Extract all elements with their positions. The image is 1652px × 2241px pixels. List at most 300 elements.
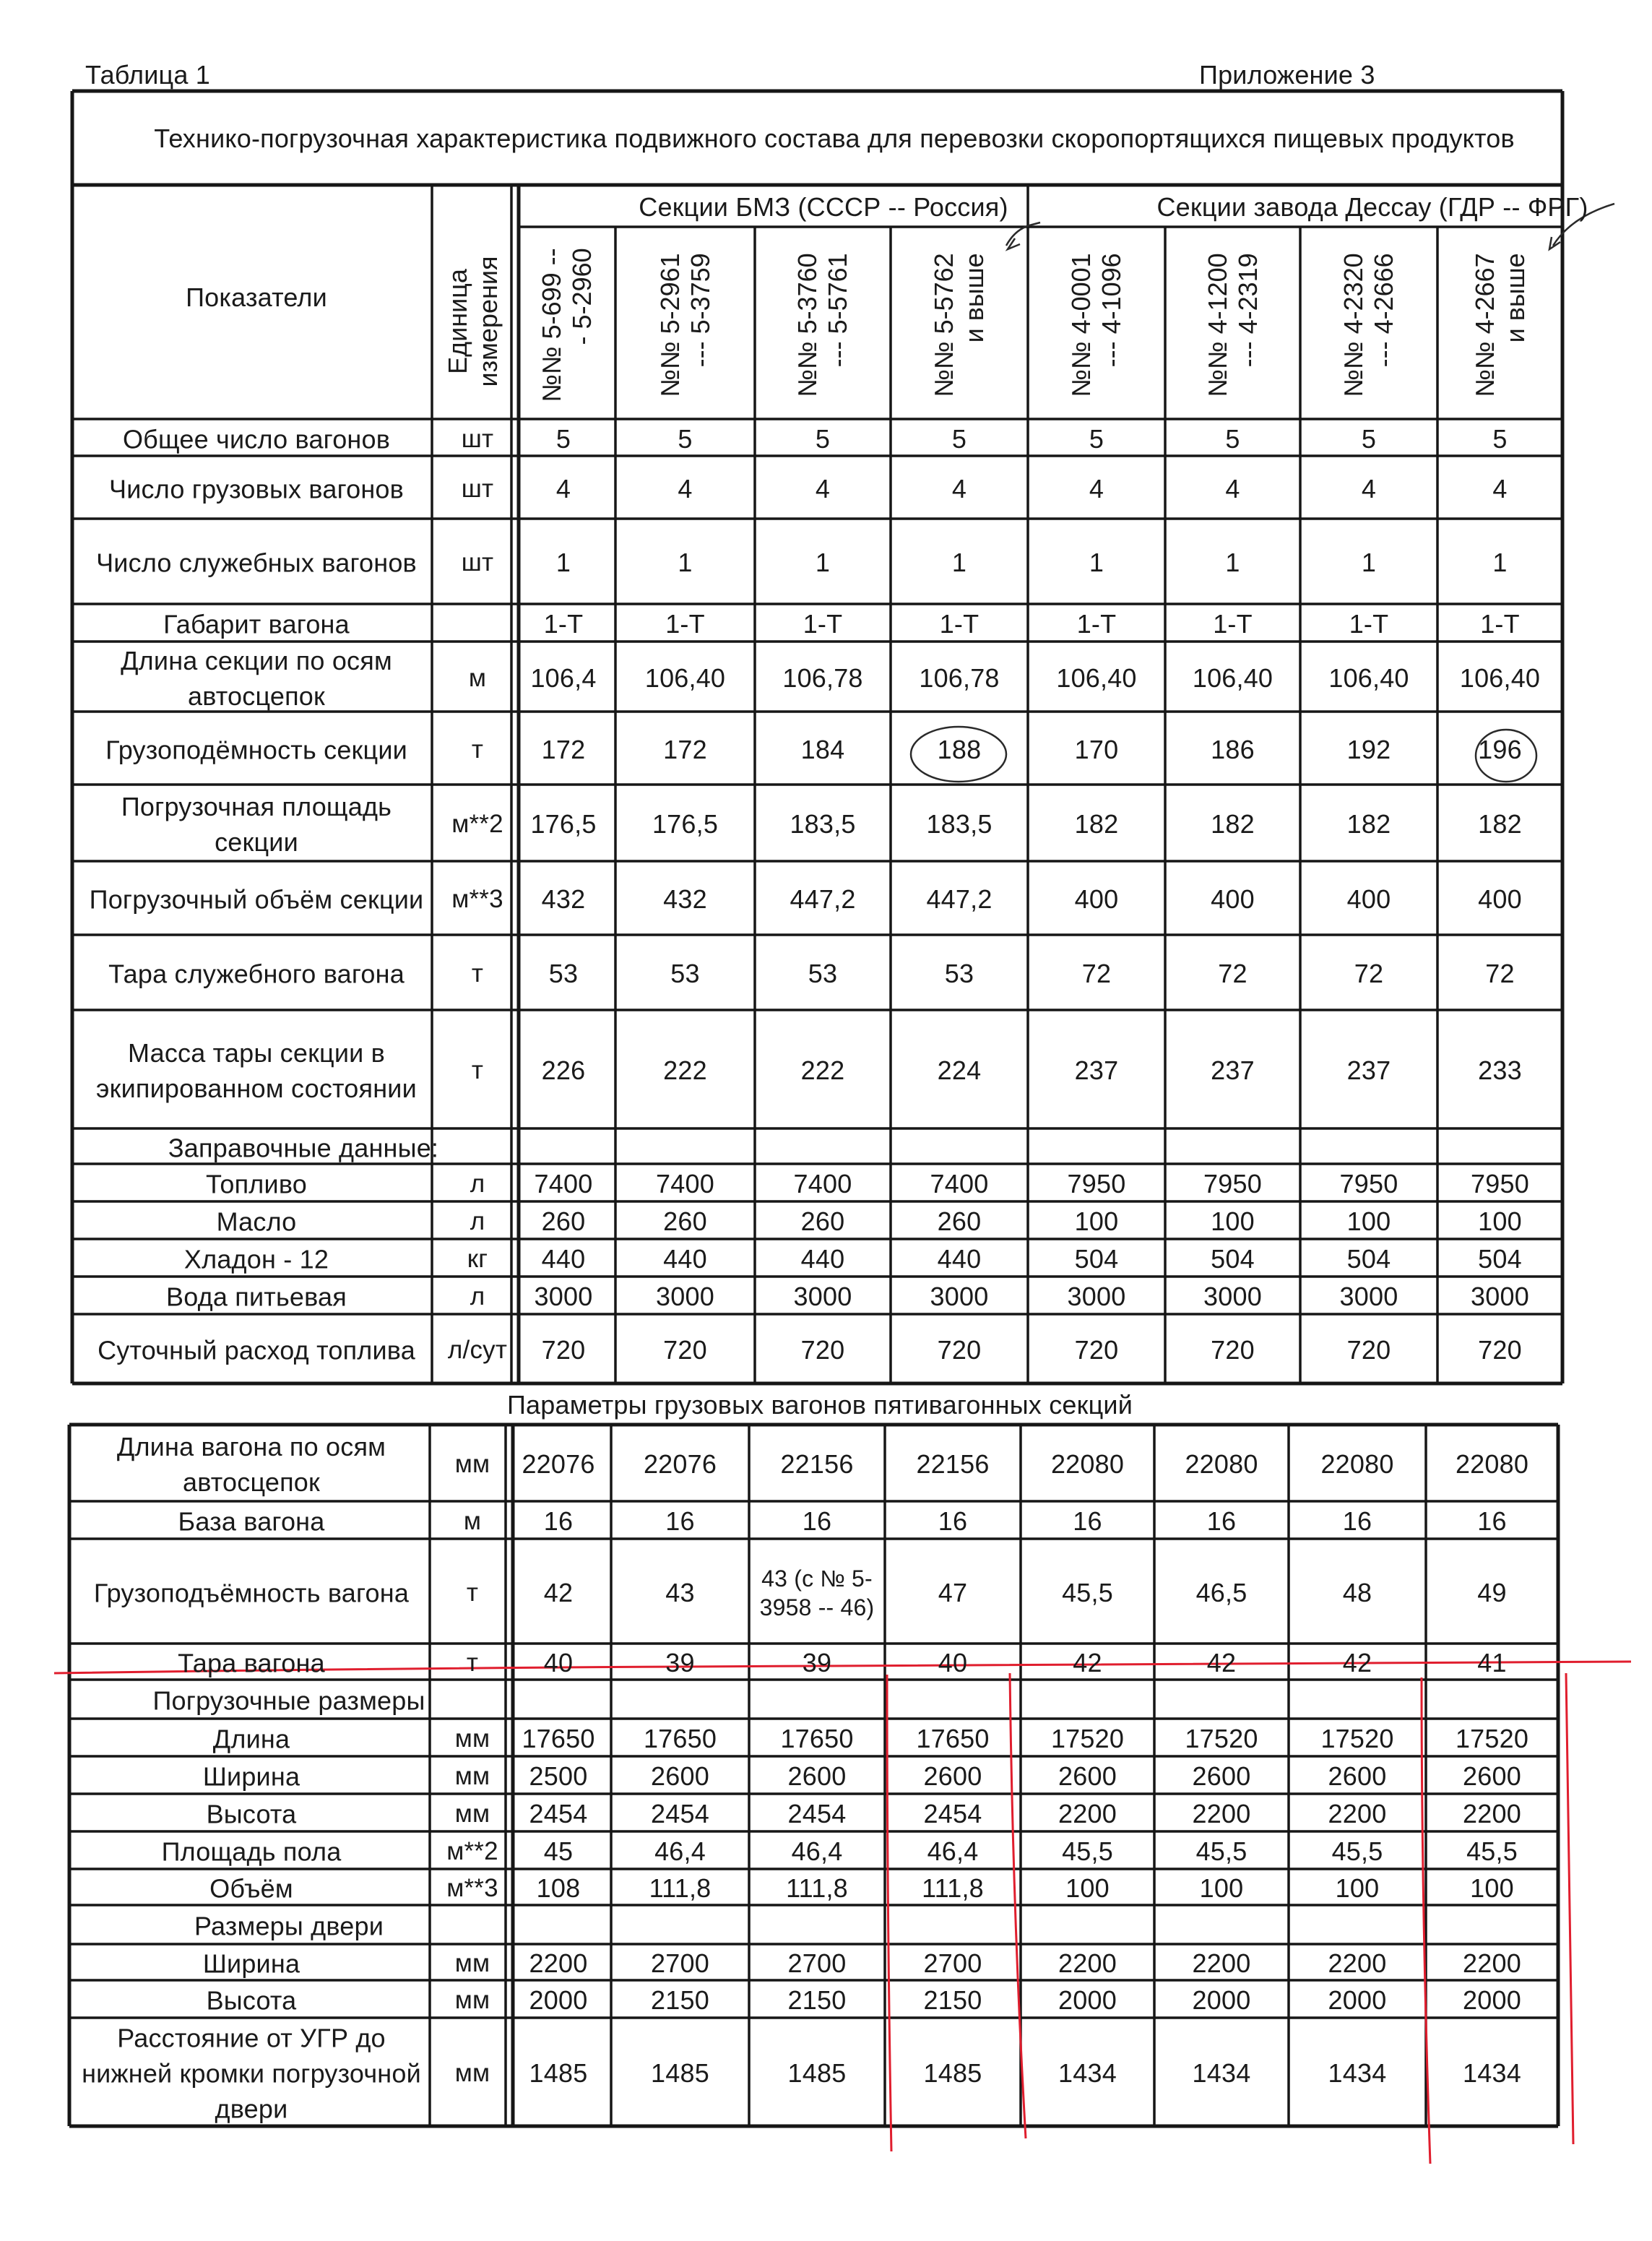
row-label: Грузоподёмность секции [105, 735, 407, 764]
row-unit: л [470, 1207, 485, 1235]
cell-value: 176,5 [530, 809, 597, 839]
cell-value: 432 [541, 884, 586, 914]
cell-value: 7950 [1203, 1169, 1262, 1199]
cell-value: 1 [1225, 548, 1240, 577]
cell-value: 1-Т [1076, 609, 1117, 639]
row-unit: шт [461, 474, 494, 503]
cell-value: 3000 [1471, 1282, 1529, 1311]
column-header [1339, 253, 1399, 397]
row-unit: т [471, 959, 484, 988]
cell-value: 432 [663, 884, 707, 914]
cell-value: 3000 [656, 1282, 714, 1311]
cell-value: 2000 [1192, 1985, 1251, 2015]
cell-value: 42 [1206, 1648, 1237, 1677]
row-unit: м**2 [446, 1837, 498, 1865]
row-unit: мм [454, 1800, 490, 1828]
row-unit: м [463, 1507, 482, 1535]
cell-value: 188 [937, 734, 982, 764]
header-unit: Единица измерения [443, 256, 503, 387]
cell-value: 22080 [1050, 1449, 1125, 1479]
cell-value: 1485 [923, 2058, 982, 2088]
cell-value: 222 [800, 1055, 845, 1085]
cell-value: 16 [1477, 1506, 1507, 1536]
cell-value: 100 [1478, 1206, 1522, 1236]
cell-value: 504 [1478, 1244, 1522, 1274]
cell-value: 72 [1485, 959, 1515, 988]
cell-value: 2454 [787, 1799, 847, 1828]
cell-value: 2700 [787, 1948, 847, 1978]
cell-value: 5 [1089, 423, 1104, 454]
column-header-line: №№ 5-5762 [929, 253, 959, 397]
row-label: Объём [209, 1873, 293, 1904]
cell-value: 1 [678, 548, 693, 577]
cell-value: 1-Т [665, 609, 705, 639]
column-header [929, 253, 990, 397]
cell-value: 111,8 [649, 1873, 712, 1903]
cell-value: 16 [543, 1506, 574, 1536]
cell-value: 222 [663, 1055, 707, 1085]
red-pen-line [887, 1675, 891, 2151]
cell-value: 17650 [916, 1724, 990, 1753]
cell-value: 22080 [1455, 1449, 1529, 1479]
cell-value: 42 [1073, 1648, 1102, 1677]
cell-value: 260 [800, 1206, 845, 1236]
row-label: Габарит вагона [163, 609, 350, 639]
cell-value: 400 [1346, 884, 1391, 914]
subtitle: Параметры грузовых вагонов пятивагонных секций [506, 1390, 1133, 1420]
cell-value: 16 [1206, 1506, 1237, 1536]
row-label: Площадь пола [161, 1836, 342, 1867]
row-unit: м**2 [451, 810, 503, 838]
row-label: Длина вагона по осям автосцепок [116, 1432, 386, 1497]
cell-value: 260 [541, 1206, 586, 1236]
cell-value: 5 [678, 423, 693, 454]
cell-value: 1-Т [1213, 609, 1253, 639]
cell-value: 106,40 [1056, 662, 1137, 693]
column-header-line: и выше [959, 253, 989, 343]
cell-value: 17520 [1185, 1724, 1258, 1753]
cell-value: 22076 [522, 1449, 595, 1479]
cell-value: 39 [802, 1648, 832, 1677]
cell-value: 260 [663, 1206, 707, 1236]
cell-value: 2150 [923, 1985, 982, 2015]
cell-value: 2150 [787, 1985, 847, 2015]
cell-value: 100 [1074, 1206, 1119, 1236]
cell-value: 41 [1477, 1648, 1507, 1677]
cell-value: 2700 [923, 1948, 982, 1978]
cell-value: 48 [1342, 1577, 1372, 1607]
cell-value: 4 [1225, 473, 1240, 504]
row-label: Погрузочные размеры [152, 1685, 425, 1716]
cell-value: 2000 [529, 1985, 588, 2015]
cell-value: 226 [541, 1055, 586, 1085]
row-unit: мм [454, 1724, 490, 1753]
row-label: Заправочные данные: [168, 1133, 439, 1162]
cell-value: 4 [678, 473, 693, 504]
row-label: Общее число вагонов [122, 424, 391, 454]
row-label: Погрузочная площадь секции [121, 792, 392, 857]
header-group-dessau: Секции завода Дессау (ГДР -- ФРГ) [1156, 192, 1588, 222]
cell-value: 1 [815, 548, 831, 577]
row-unit: кг [467, 1245, 488, 1273]
cell-value: 106,4 [530, 662, 597, 693]
cell-value: 172 [541, 734, 586, 764]
cell-value: 2454 [529, 1799, 588, 1828]
row-label: Грузоподъёмность вагона [93, 1578, 410, 1607]
cell-value: 106,78 [919, 662, 1000, 693]
cell-value: 182 [1478, 809, 1522, 839]
cell-value: 7400 [793, 1169, 852, 1199]
cell-value: 2600 [1328, 1761, 1387, 1791]
cell-value: 7400 [930, 1169, 989, 1199]
cell-value: 1485 [787, 2058, 847, 2088]
cell-value: 7950 [1339, 1169, 1398, 1199]
cell-value: 1 [1361, 548, 1377, 577]
cell-value: 1485 [529, 2058, 588, 2088]
cell-value: 111,8 [786, 1873, 848, 1903]
cell-value: 17650 [643, 1724, 717, 1753]
cell-value: 106,40 [1192, 662, 1273, 693]
cell-value: 16 [1073, 1506, 1102, 1536]
row-label: Высота [206, 1985, 297, 2016]
cell-value: 5 [815, 423, 831, 454]
cell-value: 447,2 [926, 884, 993, 914]
cell-value: 5 [951, 423, 967, 454]
cell-value: 16 [938, 1506, 968, 1536]
column-header-line: №№ 5-699 -- [537, 248, 566, 402]
cell-value: 4 [1361, 473, 1377, 504]
cell-value: 2600 [923, 1761, 982, 1791]
cell-value: 100 [1335, 1873, 1380, 1903]
column-header-line: №№ 4-2320 [1339, 253, 1368, 397]
cell-value: 2500 [529, 1761, 588, 1791]
cell-value: 108 [536, 1873, 581, 1903]
cell-value: 2000 [1328, 1985, 1387, 2015]
column-header [1470, 253, 1531, 397]
cell-value: 224 [937, 1055, 982, 1085]
cell-value: 720 [1211, 1335, 1255, 1365]
row-label: Высота [206, 1799, 297, 1829]
row-label: Тара служебного вагона [108, 959, 405, 989]
cell-value: 2600 [1192, 1761, 1251, 1791]
row-label: Тара вагона [178, 1648, 325, 1678]
row-label: База вагона [178, 1506, 325, 1537]
cell-value: 183,5 [926, 809, 993, 839]
cell-value: 3000 [534, 1282, 593, 1311]
cell-value: 504 [1074, 1244, 1119, 1274]
cell-value: 2600 [787, 1761, 847, 1791]
cell-value: 1434 [1328, 2058, 1387, 2088]
cell-value: 440 [663, 1244, 707, 1274]
cell-value: 46,4 [654, 1836, 706, 1866]
cell-value: 100 [1065, 1873, 1110, 1903]
cell-value: 1-Т [939, 609, 979, 639]
row-label: Топливо [206, 1169, 307, 1199]
cell-value: 1-Т [1480, 609, 1520, 639]
cell-value: 720 [937, 1335, 982, 1365]
cell-value: 3000 [1203, 1282, 1262, 1311]
cell-value: 40 [543, 1648, 574, 1677]
row-label: Ширина [202, 1948, 300, 1979]
cell-value: 4 [815, 473, 831, 504]
cell-value: 2150 [651, 1985, 709, 2015]
cell-value: 2454 [923, 1799, 982, 1828]
cell-value: 22080 [1320, 1449, 1394, 1479]
column-header-line: №№ 5-2961 [654, 253, 685, 397]
cell-value: 22156 [780, 1449, 854, 1479]
cell-value: 42 [543, 1577, 574, 1607]
cell-value: 1-Т [1349, 609, 1389, 639]
cell-value: 72 [1354, 959, 1384, 988]
row-label: Суточный расход топлива [98, 1335, 415, 1365]
cell-value: 2200 [1192, 1799, 1251, 1828]
appendix-label: Приложение 3 [1199, 60, 1375, 90]
cell-value: 184 [800, 734, 845, 764]
cell-value: 22080 [1185, 1449, 1258, 1479]
cell-value: 49 [1477, 1577, 1507, 1607]
row-unit: м**3 [446, 1874, 498, 1902]
cell-value: 1-Т [803, 609, 843, 639]
cell-value: 504 [1346, 1244, 1391, 1274]
row-unit: шт [461, 548, 494, 577]
cell-value: 53 [548, 959, 579, 988]
cell-value: 504 [1211, 1244, 1255, 1274]
cell-value: 106,40 [1459, 662, 1541, 693]
row-label: Число грузовых вагонов [109, 474, 404, 504]
row-unit: л/сут [447, 1336, 508, 1364]
cell-value: 2200 [1463, 1799, 1521, 1828]
cell-value: 170 [1074, 734, 1119, 764]
cell-value: 47 [938, 1577, 968, 1607]
cell-value: 720 [663, 1335, 707, 1365]
cell-value: 1 [1492, 548, 1508, 577]
cell-value: 43 (с № 5-3958 -- 46) [759, 1565, 875, 1620]
cell-value: 53 [944, 959, 974, 988]
cell-value: 4 [951, 473, 967, 504]
row-label: Расстояние от УГР до нижней кромки погрузочной двери [82, 2023, 421, 2124]
cell-value: 720 [1074, 1335, 1119, 1365]
row-label: Длина секции по осям автосцепок [121, 645, 392, 711]
column-header [655, 253, 716, 397]
cell-value: 192 [1346, 734, 1391, 764]
cell-value: 46,4 [927, 1836, 979, 1866]
cell-value: 2000 [1463, 1985, 1521, 2015]
cell-value: 2200 [1058, 1799, 1117, 1828]
cell-value: 2200 [1463, 1948, 1521, 1978]
row-unit: м [468, 663, 487, 692]
row-unit: л [470, 1170, 485, 1198]
cell-value: 440 [937, 1244, 982, 1274]
row-unit: мм [454, 1762, 490, 1790]
cell-value: 16 [1342, 1506, 1372, 1536]
header-group-bmz: Секции БМЗ (СССР -- Россия) [639, 192, 1008, 222]
cell-value: 106,40 [1328, 662, 1409, 693]
row-label: Масса тары секции в экипированном состоянии [96, 1038, 417, 1103]
cell-value: 7950 [1067, 1169, 1126, 1199]
row-unit: т [466, 1649, 479, 1677]
cell-value: 100 [1346, 1206, 1391, 1236]
cell-value: 2454 [651, 1799, 709, 1828]
row-label: Масло [216, 1206, 297, 1237]
cell-value: 5 [1492, 423, 1508, 454]
cell-value: 237 [1074, 1055, 1119, 1085]
cell-value: 72 [1218, 959, 1247, 988]
row-unit: мм [454, 1949, 490, 1977]
cell-value: 46,5 [1195, 1577, 1247, 1607]
cell-value: 172 [663, 734, 707, 764]
cell-value: 440 [800, 1244, 845, 1274]
row-label: Погрузочный объём секции [89, 884, 424, 915]
cell-value: 183,5 [790, 809, 856, 839]
cell-value: 7400 [534, 1169, 593, 1199]
cell-value: 2000 [1058, 1985, 1117, 2015]
cell-value: 72 [1081, 959, 1112, 988]
column-header [1203, 253, 1263, 397]
cell-value: 4 [1089, 473, 1104, 504]
cell-value: 5 [1361, 423, 1377, 454]
cell-value: 1 [951, 548, 967, 577]
cell-value: 182 [1074, 809, 1119, 839]
cell-value: 4 [1492, 473, 1508, 504]
column-header-line: №№ 5-3760 [792, 253, 822, 397]
cell-value: 45,5 [1331, 1836, 1383, 1866]
cell-value: 2200 [1328, 1799, 1387, 1828]
cell-value: 106,40 [644, 662, 726, 693]
cell-value: 5 [555, 423, 571, 454]
cell-value: 1434 [1192, 2058, 1251, 2088]
row-unit: т [471, 735, 484, 764]
cell-value: 16 [802, 1506, 832, 1536]
table-title: Технико-погрузочная характеристика подвижного состава для перевозки скоропортящихся пищевых продуктов [154, 124, 1515, 153]
row-unit: т [471, 1056, 484, 1084]
cell-value: 45 [543, 1836, 574, 1866]
cell-value: 45,5 [1062, 1577, 1113, 1607]
cell-value: 3000 [1067, 1282, 1126, 1311]
cell-value: 17520 [1455, 1724, 1529, 1753]
row-unit: м**3 [451, 885, 503, 913]
row-label: Длина [212, 1724, 290, 1754]
cell-value: 2200 [1328, 1948, 1387, 1978]
cell-value: 45,5 [1466, 1836, 1518, 1866]
cell-value: 447,2 [790, 884, 856, 914]
cell-value: 16 [665, 1506, 695, 1536]
cell-value: 1434 [1058, 2058, 1117, 2088]
cell-value: 2200 [1058, 1948, 1117, 1978]
cell-value: 100 [1199, 1873, 1244, 1903]
cell-value: 400 [1211, 884, 1255, 914]
cell-value: 100 [1470, 1873, 1514, 1903]
cell-value: 233 [1478, 1055, 1522, 1085]
cell-value: 2200 [529, 1948, 588, 1978]
cell-value: 1485 [651, 2058, 709, 2088]
cell-value: 182 [1211, 809, 1255, 839]
row-unit: мм [454, 1450, 490, 1478]
column-header [537, 248, 597, 402]
cell-value: 400 [1074, 884, 1119, 914]
cell-value: 186 [1211, 734, 1255, 764]
cell-value: 45,5 [1062, 1836, 1113, 1866]
row-label: Число служебных вагонов [96, 548, 417, 578]
cell-value: 2600 [1463, 1761, 1521, 1791]
cell-value: 43 [665, 1577, 695, 1607]
row-label: Размеры двери [194, 1911, 384, 1941]
header-indicators: Показатели [186, 282, 327, 312]
cell-value: 53 [808, 959, 838, 988]
cell-value: 111,8 [922, 1873, 984, 1903]
column-header-line: --- 5-3759 [685, 253, 715, 368]
cell-value: 53 [670, 959, 700, 988]
cell-value: 1434 [1463, 2058, 1521, 2088]
column-header-line: и выше [1500, 253, 1530, 343]
cell-value: 196 [1478, 734, 1522, 764]
cell-value: 46,4 [791, 1836, 843, 1866]
row-label: Хладон - 12 [183, 1244, 329, 1274]
row-unit: шт [461, 424, 494, 453]
cell-value: 2600 [651, 1761, 709, 1791]
cell-value: 3000 [930, 1282, 989, 1311]
column-header-line: №№ 4-2667 [1469, 253, 1500, 397]
cell-value: 176,5 [652, 809, 719, 839]
column-header [1066, 253, 1127, 397]
cell-value: 400 [1478, 884, 1522, 914]
cell-value: 1 [1089, 548, 1104, 577]
row-unit: мм [454, 2059, 490, 2087]
row-label: Вода питьевая [166, 1282, 347, 1312]
cell-value: 17520 [1050, 1724, 1125, 1753]
cell-value: 720 [541, 1335, 586, 1365]
cell-value: 720 [800, 1335, 845, 1365]
cell-value: 720 [1478, 1335, 1522, 1365]
cell-value: 237 [1346, 1055, 1391, 1085]
cell-value: 7400 [656, 1169, 714, 1199]
cell-value: 106,78 [782, 662, 863, 693]
row-unit: л [470, 1282, 485, 1311]
cell-value: 40 [938, 1648, 968, 1677]
cell-value: 5 [1225, 423, 1240, 454]
cell-value: 3000 [793, 1282, 852, 1311]
column-header-line: --- 4-2666 [1369, 253, 1398, 368]
row-unit: мм [454, 1986, 490, 2014]
cell-value: 1-Т [543, 609, 584, 639]
cell-value: 39 [665, 1648, 695, 1677]
cell-value: 260 [937, 1206, 982, 1236]
column-header-line: №№ 4-0001 [1066, 253, 1096, 397]
cell-value: 22156 [916, 1449, 990, 1479]
row-label: Ширина [202, 1761, 300, 1792]
column-header-line: --- 4-2319 [1232, 253, 1263, 368]
cell-value: 2600 [1058, 1761, 1117, 1791]
red-pen-line [1566, 1673, 1573, 2144]
cell-value: 17650 [522, 1724, 595, 1753]
column-header-line: - 5-2960 [567, 248, 597, 345]
cell-value: 17520 [1320, 1724, 1394, 1753]
cell-value: 45,5 [1195, 1836, 1247, 1866]
cell-value: 7950 [1471, 1169, 1529, 1199]
table-label: Таблица 1 [85, 60, 210, 90]
cell-value: 3000 [1339, 1282, 1398, 1311]
cell-value: 237 [1211, 1055, 1255, 1085]
cell-value: 2700 [651, 1948, 709, 1978]
cell-value: 22076 [643, 1449, 717, 1479]
cell-value: 17650 [780, 1724, 854, 1753]
cell-value: 4 [555, 473, 571, 504]
cell-value: 42 [1342, 1648, 1372, 1677]
cell-value: 100 [1211, 1206, 1255, 1236]
cell-value: 720 [1346, 1335, 1391, 1365]
column-header-line: --- 4-1096 [1097, 253, 1126, 368]
row-unit: т [466, 1578, 479, 1607]
column-header-line: №№ 4-1200 [1202, 253, 1232, 397]
